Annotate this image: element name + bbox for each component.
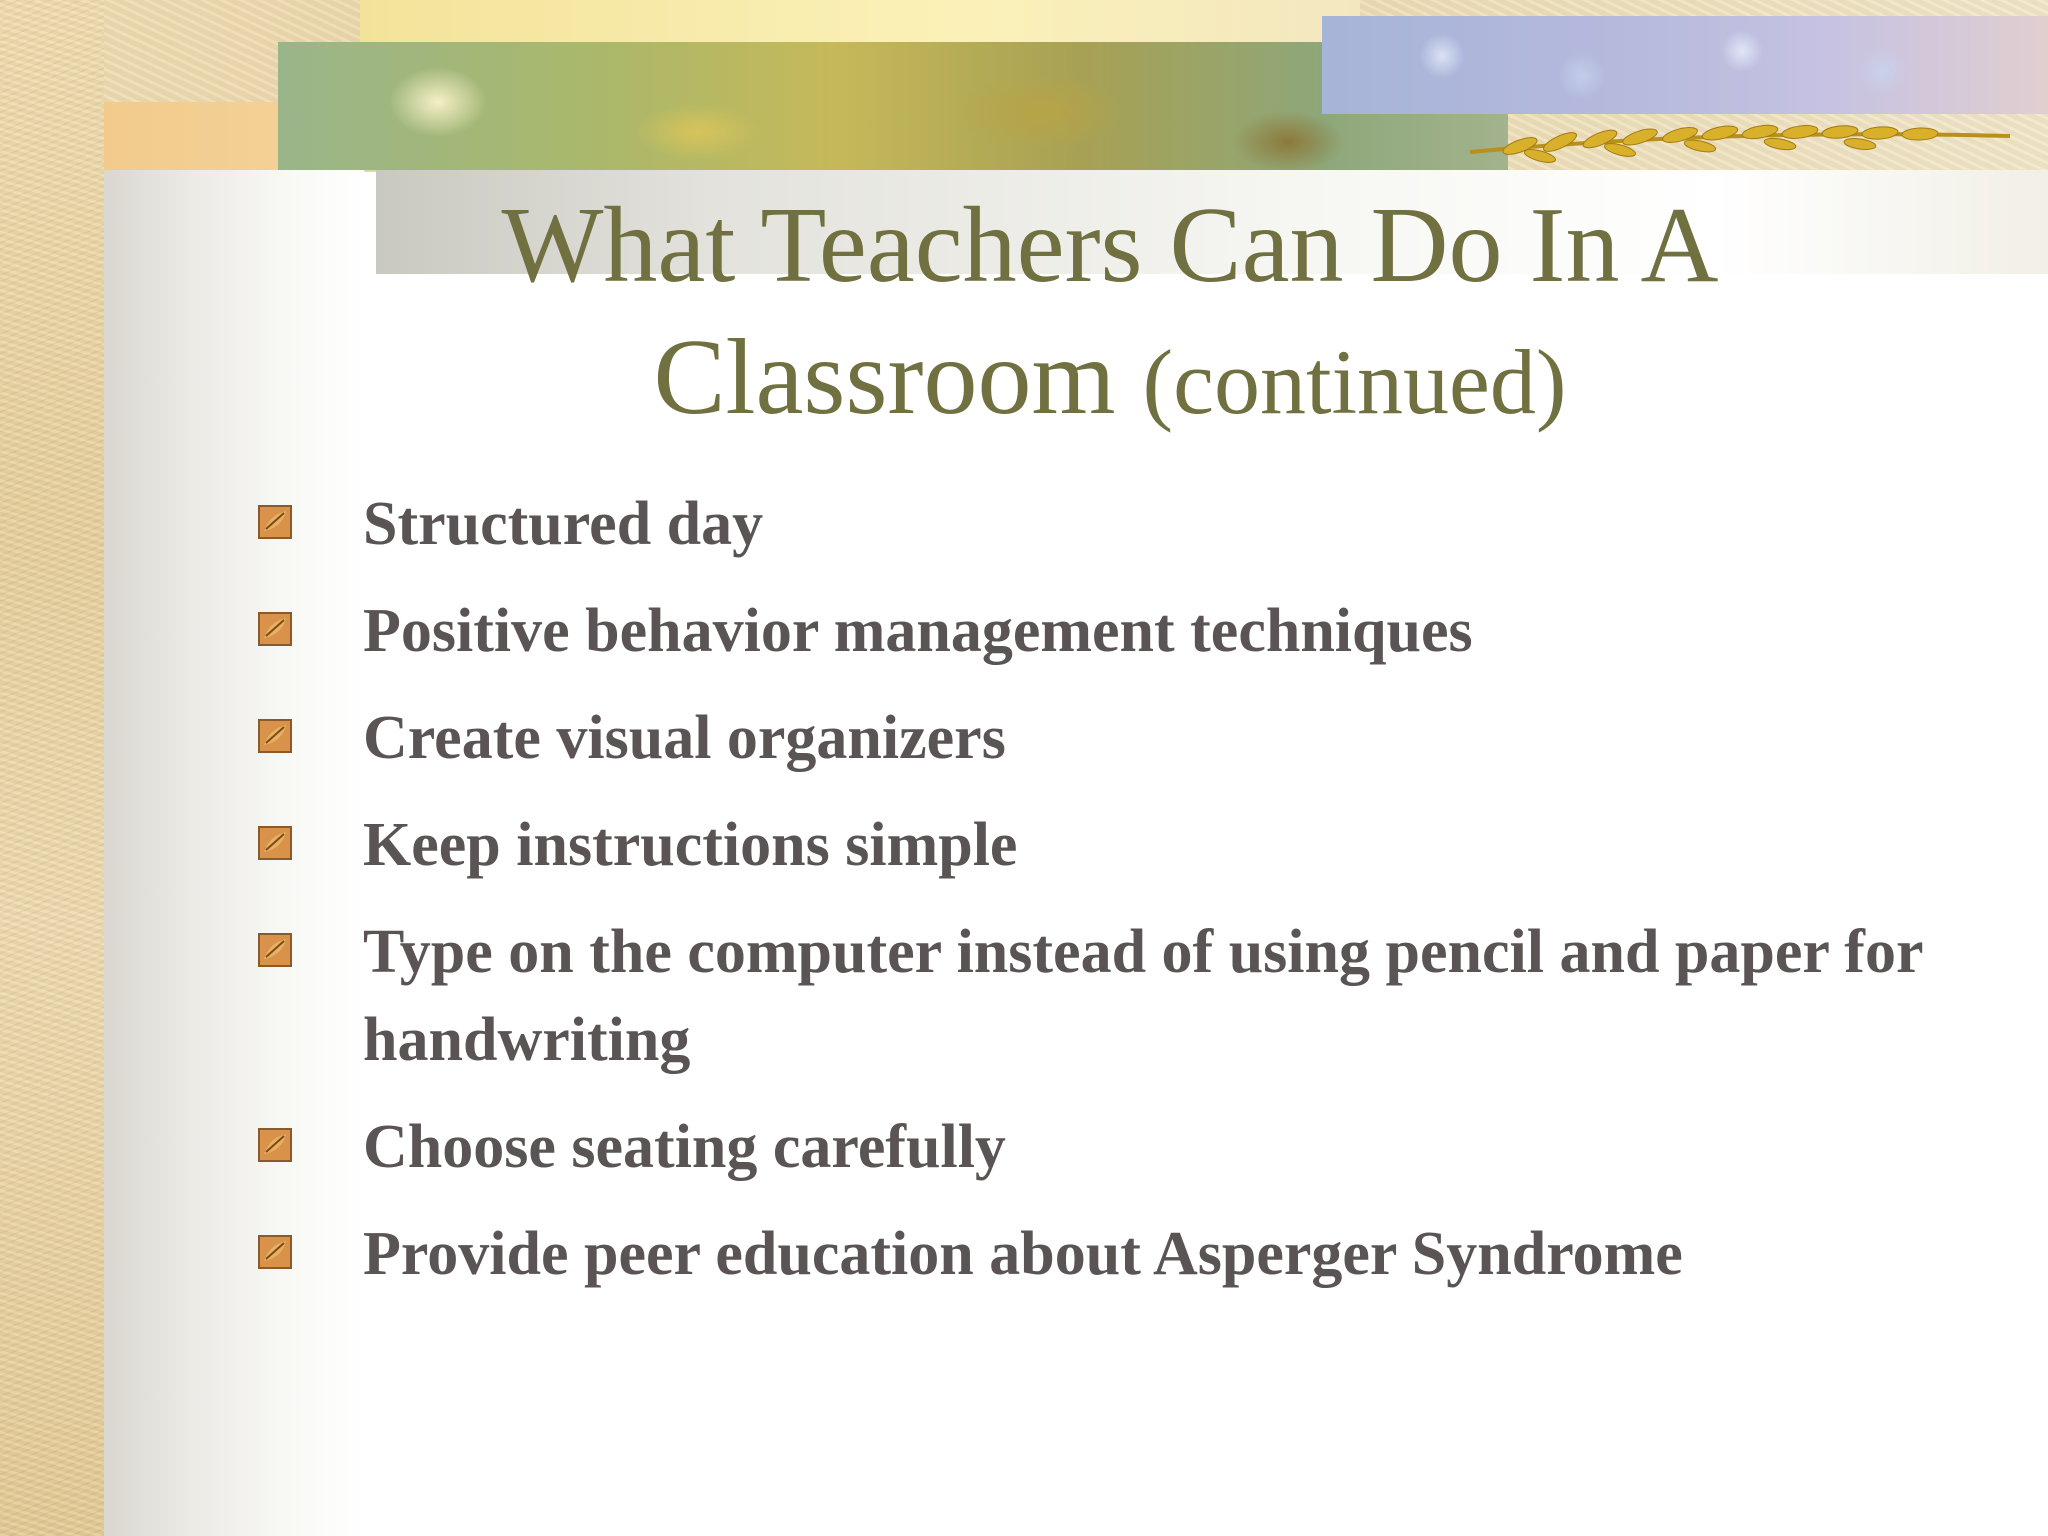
leaf-square-bullet-icon [258,612,292,646]
list-item [256,694,1976,782]
parchment-left-border [0,0,104,1536]
list-item [256,1210,1976,1298]
list-item [256,480,1976,568]
list-item [256,801,1976,889]
list-item-text: Provide peer education about Asperger Syndrome [363,1220,1683,1288]
slide-title [380,180,1840,448]
list-item-text: Keep instructions simple [363,811,1018,879]
bullet-list [256,480,1976,1317]
leaf-square-bullet-icon [258,933,292,967]
list-item-text: Create visual organizers [363,704,1006,772]
yellow-decor-strip [360,0,1360,44]
leaf-square-bullet-icon [258,1128,292,1162]
leaf-square-bullet-icon [258,826,292,860]
list-item-text: Choose seating carefully [363,1113,1006,1181]
list-item-text: Positive behavior management techniques [363,597,1473,665]
slide-title-sub: (continued) [1142,331,1567,433]
list-item [256,908,1976,1084]
list-item [256,1103,1976,1191]
list-item-text: Type on the computer instead of using pencil and paper for handwriting [363,918,1923,1074]
grapes-image [1322,16,2048,114]
leaf-square-bullet-icon [258,1235,292,1269]
list-item-text: Structured day [363,490,764,558]
wheat-sprig-icon [1460,112,2020,172]
leaf-square-bullet-icon [258,505,292,539]
leaf-square-bullet-icon [258,719,292,753]
list-item [256,587,1976,675]
slide-title-main: What Teachers Can Do In A Classroom [501,186,1719,437]
